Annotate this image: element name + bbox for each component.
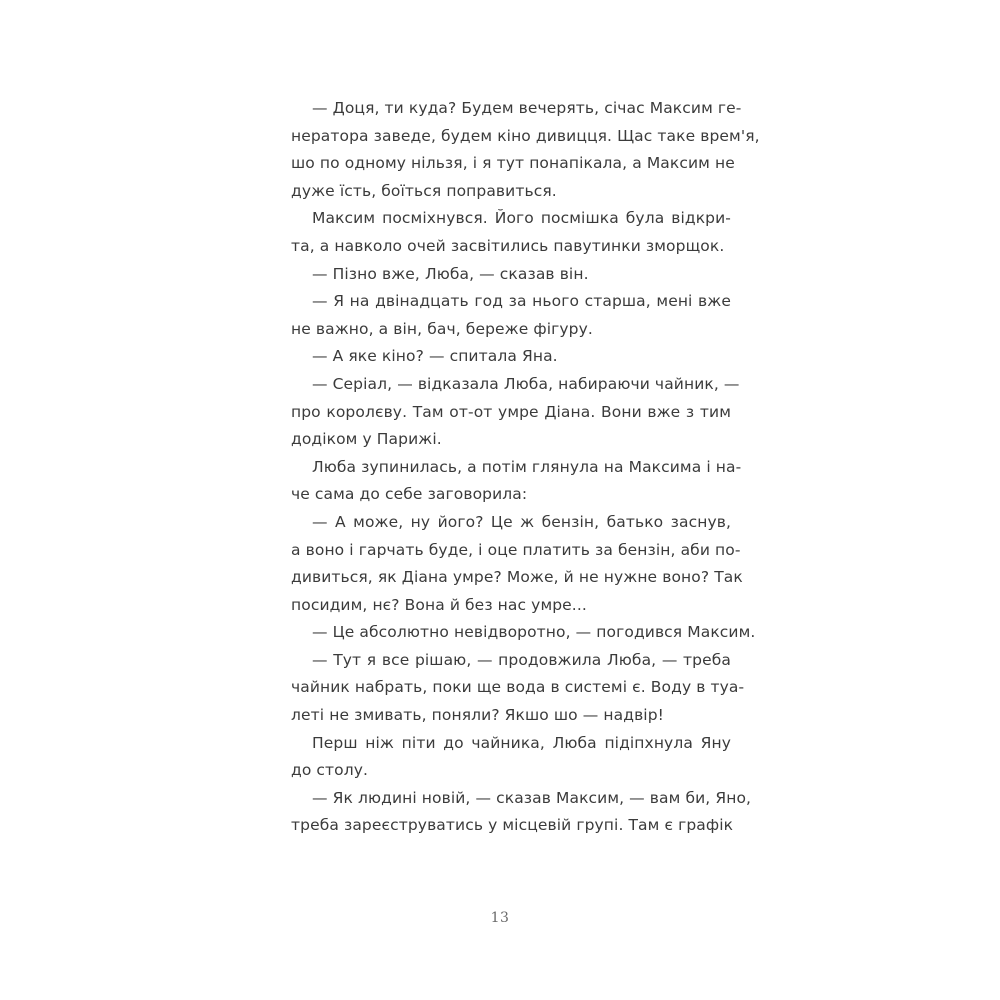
text-line: а воно і гарчать буде, і оце платить за бензін, аби по- (291, 540, 741, 559)
text-line: Максим посміхнувся. Його посмішка була відкри- (312, 209, 731, 228)
text-line: треба зареєструватись у місцевій групі. Там є графік (291, 816, 734, 835)
text-line: шо по одному нільзя, і я тут понапікала, а Максим не (291, 154, 735, 173)
text-line: Перш ніж піти до чайника, Люба підіпхнула Яну (312, 733, 731, 752)
text-line: леті не змивать, поняли? Якшо шо — надвір! (291, 706, 664, 725)
text-line: дивиться, як Діана умре? Може, й не нужне воно? Так (291, 568, 743, 587)
page-number: 13 (490, 910, 510, 926)
text-line: та, а навколо очей засвітились павутинки зморщок. (291, 236, 725, 255)
text-line: про королєву. Там от-от умре Діана. Вони вже з тим (291, 402, 731, 421)
text-line: — А яке кіно? — спитала Яна. (312, 347, 558, 366)
text-line: — А може, ну його? Це ж бензін, батько заснув, (312, 512, 731, 531)
text-line: чайник набрать, поки ще вода в системі є. Воду в туа- (291, 678, 745, 697)
text-line: — Доця, ти куда? Будем вечерять, січас Максим ге- (312, 99, 742, 117)
text-line: — Пізно вже, Люба, — сказав він. (312, 264, 589, 283)
text-line: — Як людині новій, — сказав Максим, — вам би, Яно, (312, 788, 752, 807)
text-line: — Тут я все рішаю, — продовжила Люба, — треба (312, 650, 731, 669)
text-line: посидим, нє? Вона й без нас умре... (291, 595, 587, 614)
text-line: нератора заведе, будем кіно дивицця. Щас таке врем'я, (291, 126, 760, 145)
text-line: додіком у Парижі. (291, 430, 442, 449)
text-line: дуже їсть, боїться поправиться. (291, 181, 557, 200)
text-line: до столу. (291, 761, 369, 780)
text-line: — Це абсолютно невідворотно, — погодився Максим. (312, 623, 756, 642)
text-line: Люба зупинилась, а потім глянула на Максима і на- (312, 457, 742, 476)
body-text (291, 95, 760, 840)
text-line: — Серіал, — відказала Люба, набираючи чайник, — (312, 374, 740, 393)
text-line: че сама до себе заговорила: (291, 485, 528, 504)
text-line: — Я на двінадцать год за нього старша, мені вже (312, 292, 731, 311)
text-line: не важно, а він, бач, береже фігуру. (291, 319, 593, 338)
